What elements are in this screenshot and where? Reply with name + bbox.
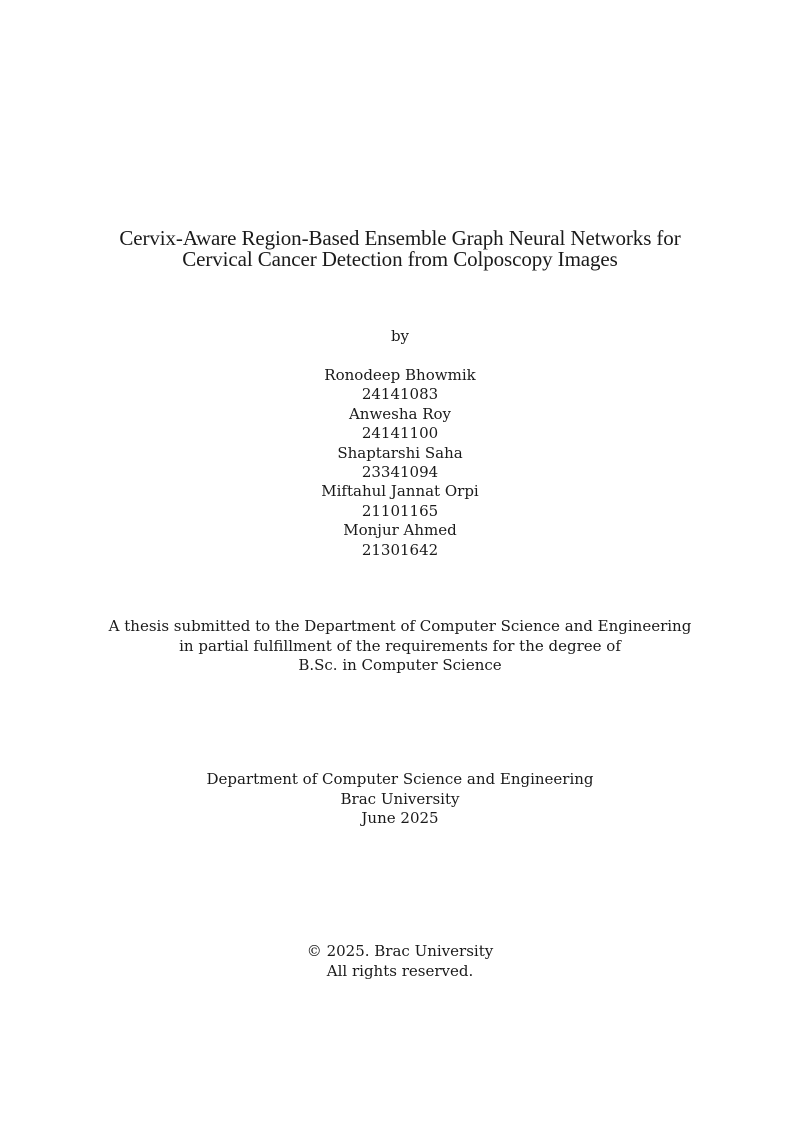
submission-statement [0, 617, 800, 676]
by-label [0, 326, 800, 346]
author-id: 21101165 [361, 501, 439, 520]
author-name: Monjur Ahmed [343, 521, 457, 540]
author-id: 21301642 [361, 540, 439, 559]
rights-line: All rights reserved. [326, 961, 474, 980]
statement-line-3: B.Sc. in Computer Science [298, 656, 502, 675]
author-name: Miftahul Jannat Orpi [321, 482, 479, 501]
institution-block [0, 770, 800, 829]
thesis-title-line-1: Cervix-Aware Region-Based Ensemble Graph Neural Networks for [119, 226, 681, 250]
submission-date: June 2025 [361, 809, 439, 828]
statement-line-1: A thesis submitted to the Department of Computer Science and Engineering [108, 617, 692, 635]
author-name: Shaptarshi Saha [337, 443, 463, 462]
copyright-line: © 2025. Brac University [306, 942, 494, 960]
copyright-notice [0, 942, 800, 981]
department-name: Department of Computer Science and Engineering [206, 770, 594, 788]
author-name: Ronodeep Bhowmik [324, 366, 476, 384]
author-id: 24141083 [361, 385, 439, 404]
statement-line-2: in partial fulfillment of the requirements for the degree of [179, 636, 621, 655]
university-name: Brac University [340, 789, 460, 808]
author-name: Anwesha Roy [348, 404, 452, 423]
author-id: 24141100 [361, 424, 439, 443]
author-id: 23341094 [361, 463, 439, 482]
by-text: by [390, 327, 410, 345]
thesis-title [0, 228, 800, 270]
author-list [0, 366, 800, 560]
thesis-title-line-2: Cervical Cancer Detection from Colposcopy Images [182, 247, 618, 271]
